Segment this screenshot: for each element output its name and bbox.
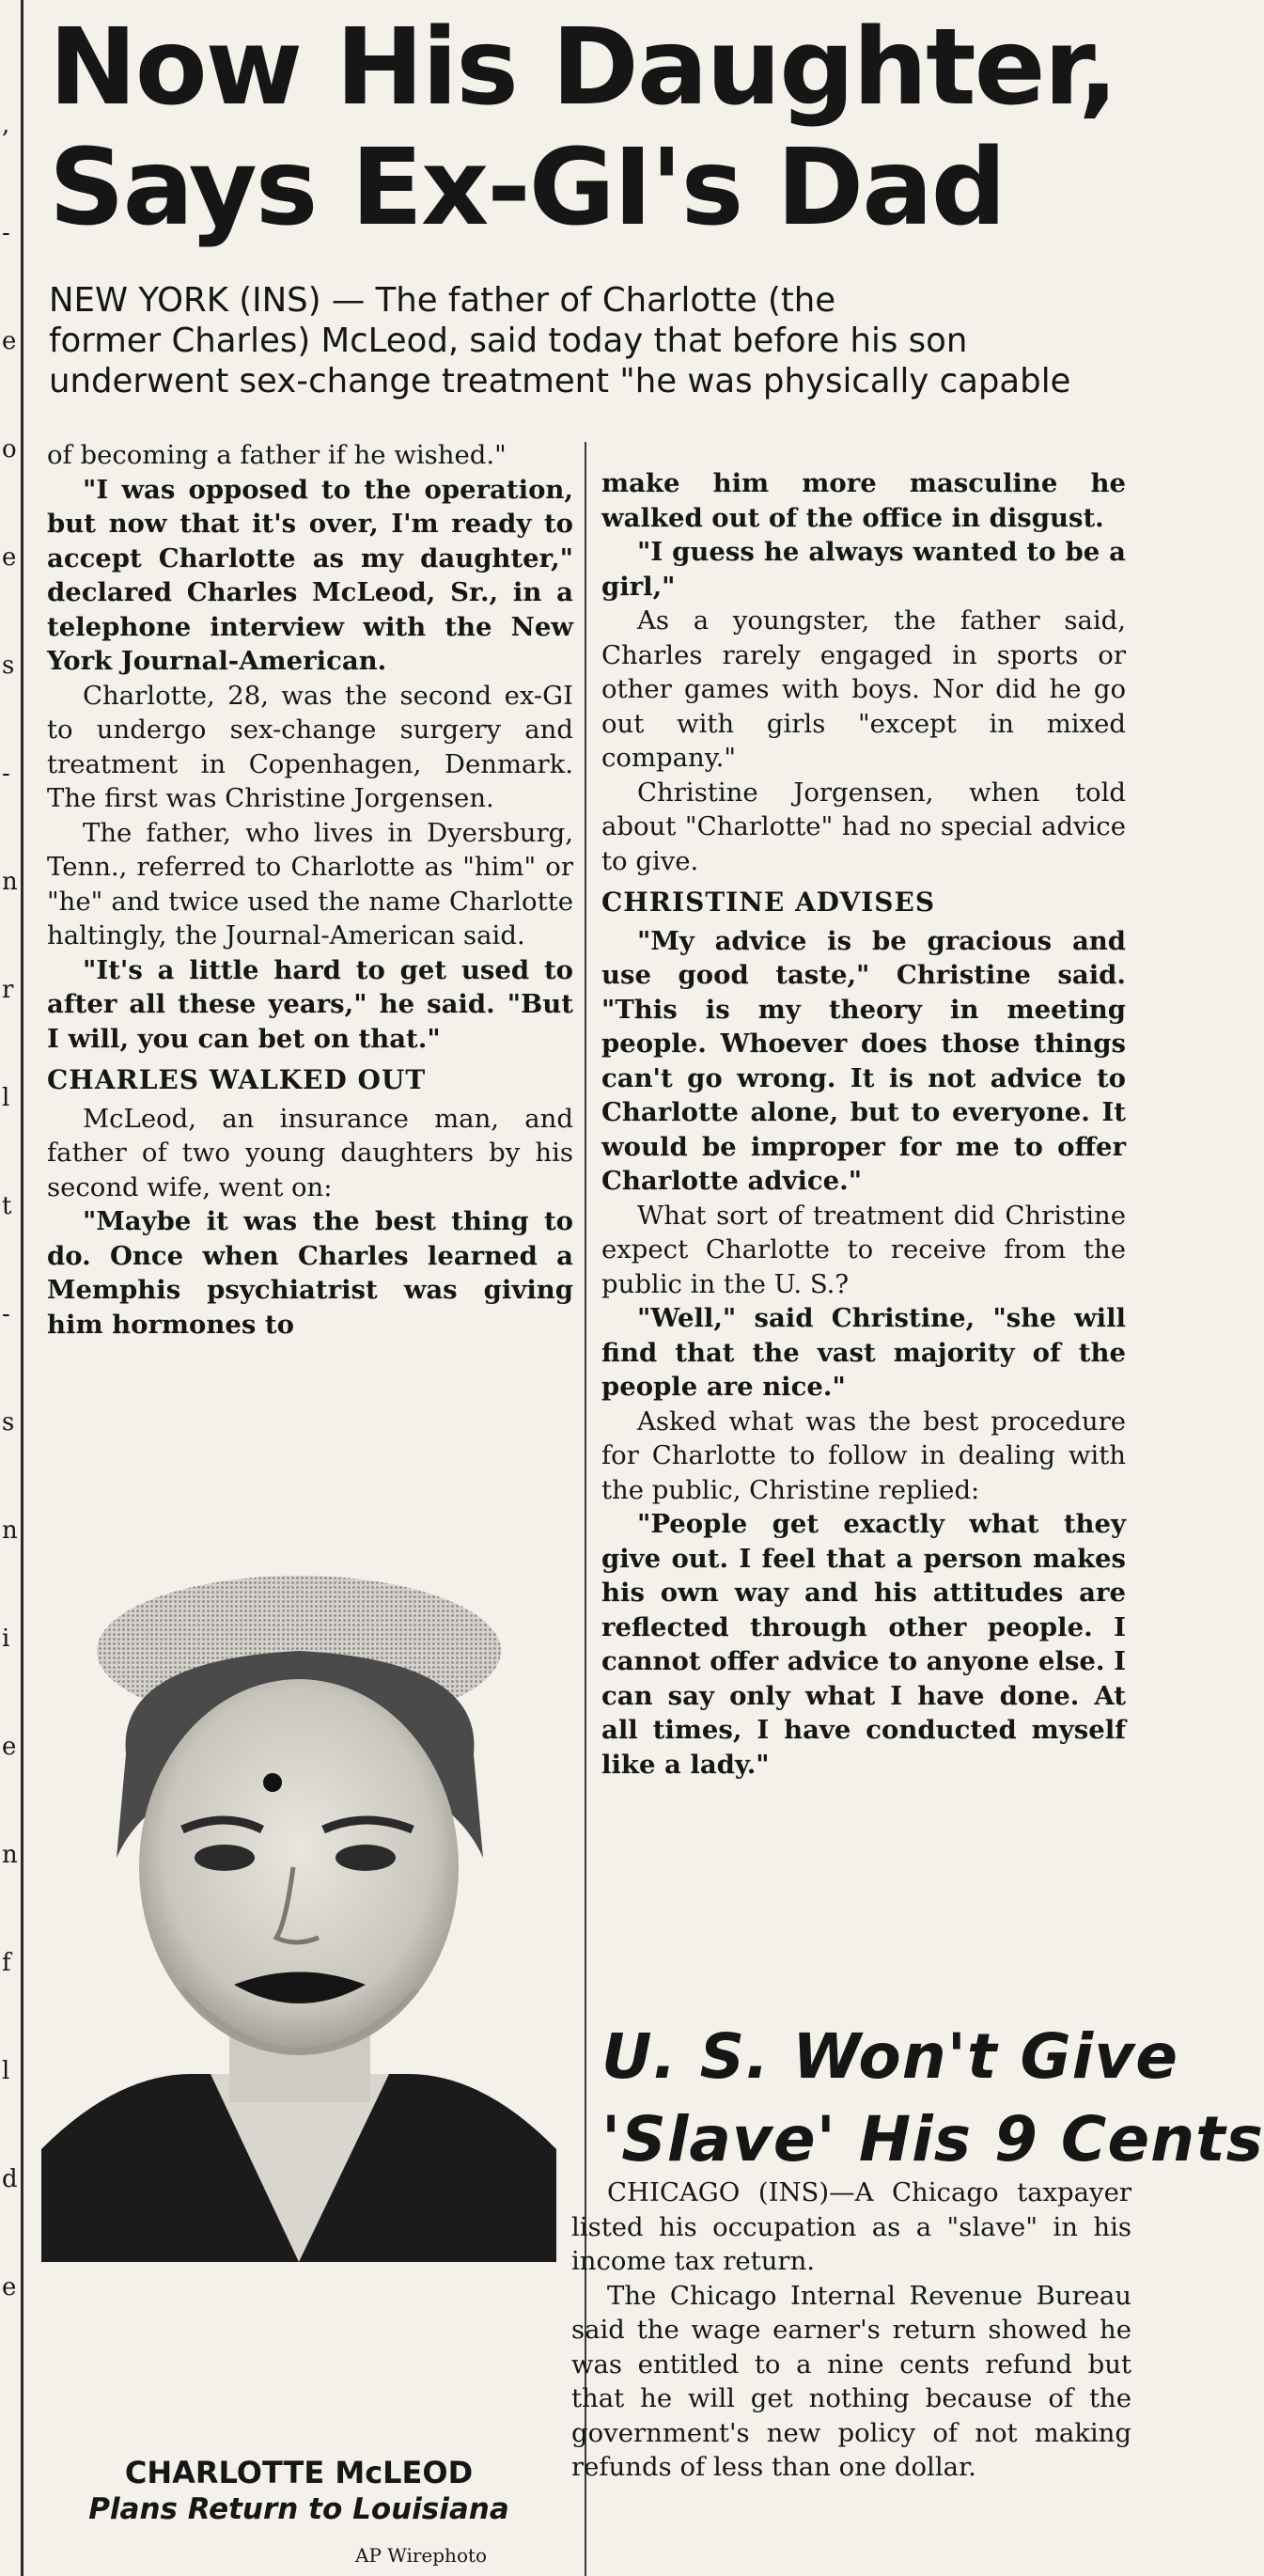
left-column: [47, 438, 573, 1342]
caption-name: CHARLOTTE McLEOD: [124, 2455, 474, 2490]
adjacent-column-fragment: [0, 0, 36, 2576]
gutter-fragment: i: [2, 1625, 10, 1653]
gutter-fragment: n: [2, 868, 18, 896]
photo-credit: AP Wirephoto: [355, 2544, 488, 2567]
gutter-fragment: o: [2, 435, 17, 463]
gutter-fragment: l: [2, 1084, 10, 1112]
paragraph: "I was opposed to the operation, but now that it's over, I'm ready to accept Charlotte as my daughter," declared Charles McLeod, Sr., in a telephone interview with the New York Journal-American.: [47, 474, 573, 676]
gutter-fragment: n: [2, 1841, 18, 1869]
gutter-fragment: s: [2, 1408, 15, 1437]
story2-headline-line: 'Slave' His 9 Cents: [601, 2103, 1264, 2175]
gutter-fragment: d: [2, 2165, 18, 2193]
story2-headline: [601, 2016, 1264, 2181]
column-rule: [21, 0, 23, 2576]
story2-headline-line: U. S. Won't Give: [601, 2020, 1179, 2093]
photo-caption: [41, 2454, 556, 2527]
headline-line: Now His Daughter,: [49, 7, 1116, 129]
paragraph: "My advice is be gracious and use good taste," Christine said. "This is my theory in meeting people. Whoever does those things can't go wrong. It is not advice to Charlotte alone, but to everyone. It would be improper for me to offer Charlotte advice.": [601, 925, 1126, 1196]
gutter-fragment: s: [2, 652, 15, 680]
paragraph: "People get exactly what they give out. I feel that a person makes his own way and his attitudes are reflected through other people. I cannot offer advice to anyone else. I can say only what I have done. At all times, I have conducted myself like a lady.": [601, 1509, 1126, 1780]
paragraph: Charlotte, 28, was the second ex-GI to undergo sex-change surgery and treatment in Copenhagen, Denmark. The first was Christine Jorgensen.: [47, 680, 573, 813]
caption-subtitle: Plans Return to Louisiana: [88, 2492, 509, 2526]
paragraph: "It's a little hard to get used to after all these years," he said. "But I will, you can bet on that.": [47, 954, 573, 1054]
subhead: CHARLES WALKED OUT: [47, 1064, 427, 1095]
subhead: CHRISTINE ADVISES: [601, 887, 936, 918]
gutter-fragment: -: [2, 760, 10, 788]
gutter-fragment: f: [2, 1949, 11, 1977]
story2-body: [571, 2175, 1131, 2485]
gutter-fragment: e: [2, 543, 17, 572]
paragraph: McLeod, an insurance man, and father of two young daughters by his second wife, went on:: [47, 1103, 573, 1202]
lead-line: underwent sex-change treatment "he was physically capable: [49, 362, 1071, 401]
paragraph: As a youngster, the father said, Charles rarely engaged in sports or other games with boys. Nor did he go out with girls "except in mixed company.": [601, 605, 1126, 773]
gutter-fragment: e: [2, 327, 17, 355]
lead-paragraph: [49, 280, 1130, 401]
headline-line: Says Ex-GI's Dad: [49, 127, 1005, 249]
gutter-fragment: ,: [2, 111, 10, 139]
paragraph: CHICAGO (INS)—A Chicago taxpayer listed his occupation as a "slave" in his income tax return.: [571, 2177, 1131, 2276]
gutter-fragment: e: [2, 1733, 17, 1761]
paragraph: Asked what was the best procedure for Charlotte to follow in dealing with the public, Christine replied:: [601, 1406, 1126, 1505]
gutter-fragment: -: [2, 219, 10, 247]
right-column: [601, 466, 1126, 1782]
gutter-fragment: r: [2, 976, 14, 1004]
paragraph: Christine Jorgensen, when told about "Charlotte" had no special advice to give.: [601, 777, 1126, 876]
paragraph: "Well," said Christine, "she will find that the vast majority of the people are nice.": [601, 1303, 1126, 1402]
paragraph: of becoming a father if he wished.": [47, 440, 507, 470]
gutter-fragment: -: [2, 1300, 10, 1328]
lead-line: NEW YORK (INS) — The father of Charlotte (the: [49, 281, 836, 320]
gutter-fragment: t: [2, 1192, 12, 1220]
paragraph: What sort of treatment did Christine expect Charlotte to receive from the public in the U. S.?: [601, 1200, 1126, 1299]
portrait-photo: [41, 1547, 556, 2262]
paragraph: make him more masculine he walked out of the office in disgust.: [601, 468, 1126, 533]
gutter-fragment: n: [2, 1516, 18, 1545]
main-headline: [49, 8, 1139, 248]
portrait-image: [41, 1547, 556, 2262]
paragraph: The Chicago Internal Revenue Bureau said the wage earner's return showed he was entitled to a nine cents refund but that he will get nothing because of the government's new policy of not making refunds of less than one dollar.: [571, 2280, 1131, 2482]
paragraph: "Maybe it was the best thing to do. Once when Charles learned a Memphis psychiatrist was giving him hormones to: [47, 1206, 573, 1340]
gutter-fragment: l: [2, 2057, 10, 2085]
paragraph: "I guess he always wanted to be a girl,": [601, 537, 1126, 602]
paragraph: The father, who lives in Dyersburg, Tenn., referred to Charlotte as "him" or "he" and twice used the name Charlotte haltingly, the Journal-American said.: [47, 817, 573, 950]
gutter-fragment: e: [2, 2273, 17, 2301]
lead-line: former Charles) McLeod, said today that before his son: [49, 322, 968, 360]
